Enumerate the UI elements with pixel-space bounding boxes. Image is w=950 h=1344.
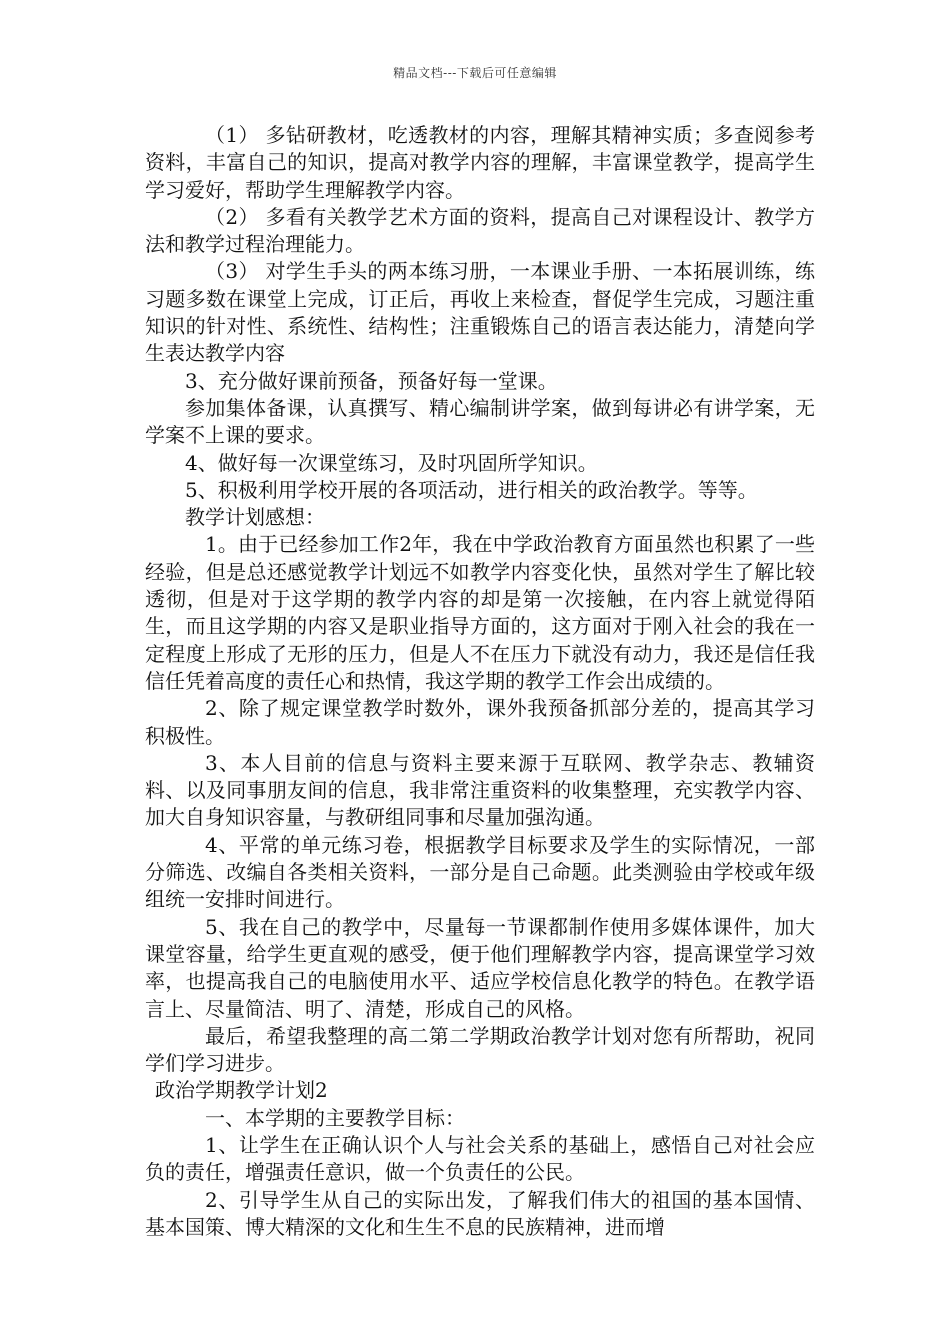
paragraph-school-activities: 5、积极利用学校开展的各项活动，进行相关的政治教学。等等。 xyxy=(185,477,758,502)
paragraph-reflection-2: 2、除了规定课堂教学时数外，课外我预备抓部分差的，提高其学习积极性。 xyxy=(145,696,815,748)
paragraph-reflection-1: 1。由于已经参加工作2年，我在中学政治教育方面虽然也积累了一些经验，但是总还感觉教学计划远不如教学内容变化快，虽然对学生了解比较透彻，但是对于这学期的教学内容的却是第一次接触，在内容上就觉得陌生，而且这学期的内容又是职业指导方面的，这方面对于刚入社会的我在一定程度上形成了无形的压力，但是人不在压力下就没有动力，我还是信任我信任凭着高度的责任心和热情，我这学期的教学工作会出成绩的。 xyxy=(145,532,815,693)
paragraph-item-3: （3） 对学生手头的两本练习册，一本课业手册、一本拓展训练，练习题多数在课堂上完成，订正后，再收上来检查，督促学生完成，习题注重知识的针对性、系统性、结构性；注重锻炼自己的语言表达能力，清楚向学生表达教学内容 xyxy=(145,259,815,366)
page-header: 精品文档---下载后可任意编辑 xyxy=(393,66,557,80)
paragraph-closing: 最后，希望我整理的高二第二学期政治教学计划对您有所帮助，祝同学们学习进步。 xyxy=(145,1023,815,1076)
paragraph-reflection-5: 5、我在自己的教学中，尽量每一节课都制作使用多媒体课件，加大课堂容量，给学生更直观的感受，便于他们理解教学内容，提高课堂学习效率，也提高我自己的电脑使用水平、适应学校信息化教学的特色。在教学语言上、尽量简洁、明了、清楚，形成自己的风格。 xyxy=(145,914,815,1021)
paragraph-item-1: （1） 多钻研教材，吃透教材的内容，理解其精神实质；多查阅参考资料，丰富自己的知识，提高对教学内容的理解，丰富课堂教学，提高学生学习爱好，帮助学生理解教学内容。 xyxy=(145,123,815,202)
section-title-plan-2: 政治学期教学计划2 xyxy=(155,1078,328,1103)
paragraph-reflection-3: 3、本人目前的信息与资料主要来源于互联网、教学杂志、教辅资料、以及同事朋友间的信息，我非常注重资料的收集整理，充实教学内容、加大自身知识容量，与教研组同事和尽量加强沟通。 xyxy=(145,750,815,830)
paragraph-goal-1: 1、让学生在正确认识个人与社会关系的基础上，感悟自己对社会应负的责任，增强责任意识，做一个负责任的公民。 xyxy=(145,1132,815,1185)
document-body xyxy=(145,122,815,1241)
section-heading-reflections: 教学计划感想： xyxy=(185,505,325,530)
paragraph-item-2: （2） 多看有关教学艺术方面的资料，提高自己对课程设计、教学方法和教学过程治理能力。 xyxy=(145,204,815,257)
paragraph-prep-lessons: 3、充分做好课前预备，预备好每一堂课。 xyxy=(185,368,558,393)
paragraph-reflection-4: 4、平常的单元练习卷，根据教学目标要求及学生的实际情况，一部分筛选、改编自各类相关资料，一部分是自己命题。此类测验由学校或年级组统一安排时间进行。 xyxy=(145,832,815,912)
paragraph-group-prep: 参加集体备课，认真撰写、精心编制讲学案，做到每讲必有讲学案，无学案不上课的要求。 xyxy=(145,395,815,448)
paragraph-class-practice: 4、做好每一次课堂练习，及时巩固所学知识。 xyxy=(185,450,598,475)
section-heading-goals: 一、本学期的主要教学目标： xyxy=(205,1105,465,1130)
paragraph-goal-2: 2、引导学生从自己的实际出发，了解我们伟大的祖国的基本国情、基本国策、博大精深的文化和生生不息的民族精神，进而增 xyxy=(145,1187,815,1239)
